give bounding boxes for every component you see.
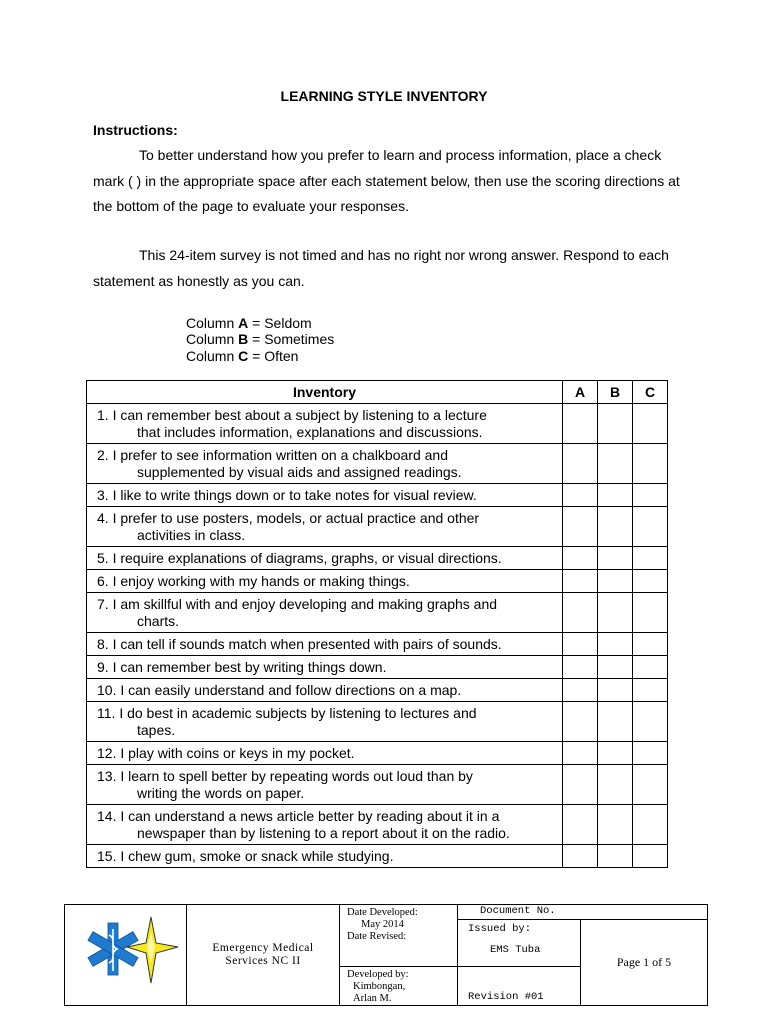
statement-text: 6. I enjoy working with my hands or making things. [97, 573, 410, 589]
statement-text-continued: tapes. [137, 722, 176, 738]
statement-text-continued: supplemented by visual aids and assigned readings. [137, 464, 462, 480]
statement-text: 4. I prefer to use posters, models, or actual practice and other [97, 510, 480, 526]
document-no-label: Document No. [480, 905, 556, 917]
statement-text: 5. I require explanations of diagrams, graphs, or visual directions. [97, 550, 502, 566]
org-name-line-1: Emergency Medical [212, 942, 314, 954]
instructions-paragraph-1: To better understand how you prefer to learn and process information, place a check mark ( ) in the appropriate space after each statement below, then use the scoring directions at the bottom of the page to evaluate your responses. [93, 147, 680, 214]
checkbox-cell-c[interactable] [633, 484, 668, 507]
footer-logo-cell [65, 905, 187, 1006]
date-developed-value: May 2014 [361, 919, 404, 930]
statement-cell [87, 570, 563, 593]
checkbox-cell-b[interactable] [598, 702, 633, 742]
checkbox-cell-b[interactable] [598, 507, 633, 547]
inventory-header-row [87, 381, 668, 404]
checkbox-cell-a[interactable] [563, 404, 598, 444]
statement-text-continued: writing the words on paper. [137, 785, 305, 801]
checkbox-cell-a[interactable] [563, 805, 598, 845]
table-row [87, 845, 668, 868]
page-number: Page 1 of 5 [616, 955, 672, 969]
legend-column-c: Column C = Often [186, 348, 299, 364]
checkbox-cell-a[interactable] [563, 679, 598, 702]
developed-by-line-1: Kimbongan, [353, 981, 406, 992]
statement-text-continued: charts. [137, 613, 180, 629]
checkbox-cell-c[interactable] [633, 507, 668, 547]
checkbox-cell-b[interactable] [598, 805, 633, 845]
table-row [87, 593, 668, 633]
statement-text: 3. I like to write things down or to take notes for visual review. [97, 487, 477, 503]
header-column-c: C [633, 381, 668, 404]
header-column-b: B [598, 381, 633, 404]
table-row [87, 702, 668, 742]
statement-cell [87, 444, 563, 484]
checkbox-cell-a[interactable] [563, 742, 598, 765]
footer-page-cell [581, 920, 708, 1006]
checkbox-cell-c[interactable] [633, 593, 668, 633]
checkbox-cell-c[interactable] [633, 845, 668, 868]
statement-cell [87, 805, 563, 845]
statement-text: 2. I prefer to see information written on a chalkboard and [97, 447, 448, 463]
inventory-body [87, 404, 668, 868]
footer-dates-cell [340, 905, 458, 967]
footer-org-cell [187, 905, 340, 1006]
table-row [87, 656, 668, 679]
document-footer [64, 904, 708, 1006]
checkbox-cell-c[interactable] [633, 679, 668, 702]
table-row [87, 404, 668, 444]
document-title: LEARNING STYLE INVENTORY [280, 88, 488, 104]
header-column-a: A [563, 381, 598, 404]
checkbox-cell-c[interactable] [633, 547, 668, 570]
table-row [87, 570, 668, 593]
statement-text: 1. I can remember best about a subject by listening to a lecture [97, 407, 487, 423]
checkbox-cell-b[interactable] [598, 656, 633, 679]
checkbox-cell-c[interactable] [633, 656, 668, 679]
issued-by-label: Issued by: [468, 923, 532, 935]
statement-cell [87, 507, 563, 547]
checkbox-cell-a[interactable] [563, 507, 598, 547]
developed-by-line-2: Arlan M. [353, 993, 392, 1004]
table-row [87, 742, 668, 765]
instructions-paragraph-2: This 24-item survey is not timed and has no right nor wrong answer. Respond to each statement as honestly as you can. [93, 247, 669, 289]
statement-cell [87, 484, 563, 507]
checkbox-cell-a[interactable] [563, 765, 598, 805]
table-row [87, 507, 668, 547]
checkbox-cell-c[interactable] [633, 570, 668, 593]
statement-cell [87, 702, 563, 742]
issued-by-value: EMS Tuba [490, 944, 541, 956]
checkbox-cell-b[interactable] [598, 633, 633, 656]
statement-text: 7. I am skillful with and enjoy developing and making graphs and [97, 596, 498, 612]
statement-text-continued: newspaper than by listening to a report about it on the radio. [137, 825, 510, 841]
statement-cell [87, 633, 563, 656]
checkbox-cell-c[interactable] [633, 702, 668, 742]
checkbox-cell-b[interactable] [598, 742, 633, 765]
developed-by-label: Developed by: [347, 969, 409, 980]
table-row [87, 805, 668, 845]
checkbox-cell-b[interactable] [598, 593, 633, 633]
statement-text: 9. I can remember best by writing things down. [97, 659, 387, 675]
footer-docno-cell [458, 905, 708, 920]
statement-text: 10. I can easily understand and follow directions on a map. [97, 682, 462, 698]
table-row [87, 633, 668, 656]
header-inventory: Inventory [87, 381, 563, 404]
table-row [87, 679, 668, 702]
checkbox-cell-c[interactable] [633, 444, 668, 484]
checkbox-cell-a[interactable] [563, 633, 598, 656]
statement-cell [87, 656, 563, 679]
instructions-heading: Instructions: [93, 122, 178, 138]
statement-cell [87, 679, 563, 702]
checkbox-cell-c[interactable] [633, 805, 668, 845]
footer-developed-cell [340, 967, 458, 1006]
statement-text-continued: activities in class. [137, 527, 246, 543]
table-row [87, 547, 668, 570]
checkbox-cell-b[interactable] [598, 570, 633, 593]
checkbox-cell-b[interactable] [598, 845, 633, 868]
statement-text: 8. I can tell if sounds match when presented with pairs of sounds. [97, 636, 502, 652]
star-of-life-icon [65, 905, 186, 993]
statement-cell [87, 404, 563, 444]
statement-text: 11. I do best in academic subjects by listening to lectures and [97, 705, 477, 721]
checkbox-cell-a[interactable] [563, 702, 598, 742]
footer-issued-cell [458, 920, 581, 967]
checkbox-cell-b[interactable] [598, 547, 633, 570]
table-row [87, 444, 668, 484]
statement-text: 15. I chew gum, smoke or snack while studying. [97, 848, 394, 864]
checkbox-cell-a[interactable] [563, 547, 598, 570]
revision-number: Revision #01 [468, 991, 544, 1003]
checkbox-cell-a[interactable] [563, 593, 598, 633]
checkbox-cell-b[interactable] [598, 765, 633, 805]
checkbox-cell-c[interactable] [633, 404, 668, 444]
checkbox-cell-c[interactable] [633, 765, 668, 805]
checkbox-cell-b[interactable] [598, 404, 633, 444]
checkbox-cell-b[interactable] [598, 444, 633, 484]
checkbox-cell-a[interactable] [563, 444, 598, 484]
checkbox-cell-a[interactable] [563, 656, 598, 679]
table-row [87, 484, 668, 507]
date-revised-label: Date Revised: [347, 931, 407, 942]
checkbox-cell-a[interactable] [563, 845, 598, 868]
checkbox-cell-b[interactable] [598, 484, 633, 507]
statement-text-continued: that includes information, explanations and discussions. [137, 424, 483, 440]
statement-cell [87, 742, 563, 765]
checkbox-cell-b[interactable] [598, 679, 633, 702]
statement-text: 13. I learn to spell better by repeating words out loud than by [97, 768, 473, 784]
checkbox-cell-a[interactable] [563, 570, 598, 593]
checkbox-cell-c[interactable] [633, 633, 668, 656]
checkbox-cell-a[interactable] [563, 484, 598, 507]
legend-column-a: Column A = Seldom [186, 315, 312, 331]
legend-column-b: Column B = Sometimes [186, 331, 335, 347]
statement-cell [87, 593, 563, 633]
date-developed-label: Date Developed: [347, 907, 418, 918]
checkbox-cell-c[interactable] [633, 742, 668, 765]
statement-cell [87, 845, 563, 868]
inventory-table [86, 380, 668, 868]
statement-text: 14. I can understand a news article better by reading about it in a [97, 808, 500, 824]
table-row [87, 765, 668, 805]
statement-cell [87, 547, 563, 570]
statement-cell [87, 765, 563, 805]
statement-text: 12. I play with coins or keys in my pocket. [97, 745, 355, 761]
footer-revision-cell [458, 967, 581, 1006]
org-name-line-2: Services NC II [225, 955, 301, 967]
